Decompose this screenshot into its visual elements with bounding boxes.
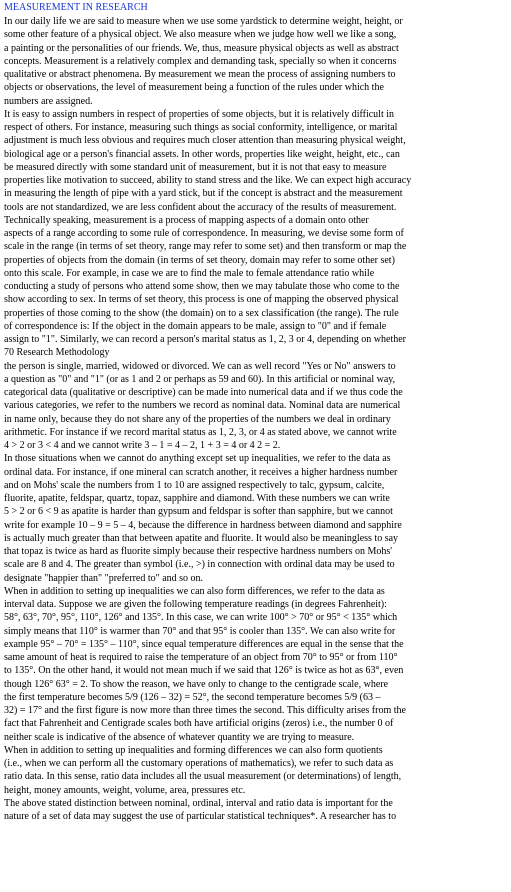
text-line: adjustment is much less obvious and requires much closer attention than measuring physical weight, xyxy=(4,135,406,147)
text-line: though 126° 63° = 2. To show the reason, we have only to change to the centigrade scale, where xyxy=(4,678,389,690)
text-line: tools are not standardized, we are less confident about the accuracy of the results of measurement. xyxy=(4,201,397,213)
text-line: Technically speaking, measurement is a process of mapping aspects of a domain onto other xyxy=(4,214,369,226)
text-line: scale are 8 and 4. The greater than symbol (i.e., >) in connection with ordinal data may be used to xyxy=(4,559,395,571)
text-line: 4 > 2 or 3 < 4 and we cannot write 3 – 1 = 4 – 2, 1 + 3 = 4 or 4 2 = 2. xyxy=(4,440,281,451)
text-line: write for example 10 – 9 = 5 – 4, because the difference in hardness between diamond and sapphire xyxy=(4,519,402,531)
text-line: It is easy to assign numbers in respect of properties of some objects, but it is relatively difficult in xyxy=(4,108,395,120)
text-line: various categories, we refer to the numbers we record as nominal data. Nominal data are numerical xyxy=(4,400,401,412)
text-line: concepts. Measurement is a relatively complex and demanding task, specially so when it concerns xyxy=(4,55,397,67)
text-line: qualitative or abstract phenomena. By measurement we mean the process of assigning numbers to xyxy=(4,69,396,80)
text-line: simply means that 110° is warmer than 70° and that 95° is cooler than 135°. We can also write for xyxy=(4,625,396,637)
text-line: When in addition to setting up inequalities we can also form differences, we refer to the data as xyxy=(4,585,385,597)
text-line: and on Mohs' scale the numbers from 1 to 10 are assigned respectively to talc, gypsum, calcite, xyxy=(4,479,385,491)
text-line: of correspondence is: If the object in the domain appears to be male, assign to "0" and if female xyxy=(4,320,387,332)
text-line: respect of others. For instance, measuring such things as social conformity, intelligence, or marital xyxy=(4,122,398,133)
text-line: properties of those coming to the show (the domain) on to a sex classification (the range). The rule xyxy=(4,307,399,319)
section-title: MEASUREMENT IN RESEARCH xyxy=(4,2,148,13)
text-line: In our daily life we are said to measure when we use some yardstick to determine weight, height, or xyxy=(4,16,403,27)
text-line: assign to "1". Similarly, we can record a person's marital status as 1, 2, 3 or 4, depending on whether xyxy=(4,334,407,345)
text-line: 70 Research Methodology xyxy=(4,347,110,359)
text-line: that topaz is twice as hard as fluorite simply because their respective hardness numbers on Mohs' xyxy=(4,546,393,557)
text-line: in measuring the length of pipe with a yard stick, but if the concept is abstract and the measurement xyxy=(4,188,403,200)
text-line: the first temperature becomes 5/9 (126 – 32) = 52°, the second temperature becomes 5/9 (63 – xyxy=(4,691,381,703)
text-line: interval data. Suppose we are given the following temperature readings (in degrees Fahrenheit): xyxy=(4,599,387,610)
text-line: ordinal data. For instance, if one mineral can scratch another, it receives a higher hardness number xyxy=(4,466,398,478)
text-line: numbers are assigned. xyxy=(4,95,93,107)
text-line: a question as "0" and "1" (or as 1 and 2 or perhaps as 59 and 60). In this artificial or nominal way, xyxy=(4,373,396,385)
text-line: conducting a study of persons who attend some show, then we may tabulate those who come to the xyxy=(4,281,400,292)
text-line: aspects of a range according to some rule of correspondence. In measuring, we devise some form of xyxy=(4,228,404,239)
text-line: the person is single, married, widowed or divorced. We can as well record "Yes or No" answers to xyxy=(4,360,396,372)
text-line: When in addition to setting up inequalities and forming differences we can also form quotients xyxy=(4,744,383,756)
text-line: a painting or the personalities of our friends. We, thus, measure physical objects as well as abstract xyxy=(4,42,399,54)
text-line: nature of a set of data may suggest the use of particular statistical techniques*. A researcher has to xyxy=(4,811,397,822)
text-line: designate "happier than" "preferred to" and so on. xyxy=(4,572,204,584)
text-line: ratio data. In this sense, ratio data includes all the usual measurement (or determinations) of length, xyxy=(4,771,402,783)
text-line: neither scale is indicative of the absence of whatever quantity we are trying to measure. xyxy=(4,731,355,743)
text-line: some other feature of a physical object. We also measure when we judge how well we like a song, xyxy=(4,29,397,41)
text-line: fluorite, apatite, feldspar, quartz, topaz, sapphire and diamond. With these numbers we can write xyxy=(4,493,390,504)
text-line: properties like motivation to succeed, ability to stand stress and the like. We can expect high accuracy xyxy=(4,175,412,186)
text-line: is actually much greater than that between apatite and fluorite. It would also be meaningless to say xyxy=(4,532,399,544)
text-line: properties of objects from the domain (in terms of set theory, domain may refer to some other set) xyxy=(4,254,395,266)
text-line: objects or observations, the level of measurement being a function of the rules under which the xyxy=(4,82,384,94)
text-line: be measured directly with some standard unit of measurement, but it is not that easy to measure xyxy=(4,161,387,173)
text-line: 5 > 2 or 6 < 9 as apatite is harder than gypsum and feldspar is softer than sapphire, but we cannot xyxy=(4,506,393,518)
text-line: (i.e., when we can perform all the customary operations of mathematics), we refer to such data as xyxy=(4,758,394,769)
text-line: In those situations when we cannot do anything except set up inequalities, we refer to the data as xyxy=(4,453,391,465)
text-line: height, money amounts, weight, volume, area, pressures etc. xyxy=(4,784,246,796)
text-line: same amount of heat is required to raise the temperature of an object from 70° to 95° or from 110° xyxy=(4,652,398,663)
text-line: The above stated distinction between nominal, ordinal, interval and ratio data is important for the xyxy=(4,797,393,809)
text-line: in name only, because they do not share any of the properties of the numbers we deal in ordinary xyxy=(4,413,391,425)
text-line: scale in the range (in terms of set theory, range may refer to some set) and then transform or map the xyxy=(4,241,407,253)
body-text xyxy=(4,15,508,823)
text-line: example 95° – 70° = 135° – 110°, since equal temperature differences are equal in the sense that the xyxy=(4,638,404,650)
text-line: arithmetic. For instance if we record marital status as 1, 2, 3, or 4 as stated above, we cannot write xyxy=(4,426,397,438)
text-line: onto this scale. For example, in case we are to find the male to female attendance ratio while xyxy=(4,267,375,279)
text-line: biological age or a person's financial assets. In other words, properties like weight, height, etc., can xyxy=(4,148,400,160)
text-line: fact that Fahrenheit and Centigrade scales both have artificial origins (zeros) i.e., the number 0 of xyxy=(4,718,394,730)
text-line: 32) = 17° and the first figure is now more than three times the second. This difficulty arises from the xyxy=(4,705,406,716)
text-line: to 135°. On the other hand, it would not mean much if we said that 126° is twice as hot as 63°, even xyxy=(4,665,404,677)
text-line: show according to sex. In terms of set theory, this process is one of mapping the observed physical xyxy=(4,294,399,306)
text-line: categorical data (qualitative or descriptive) can be made into numerical data and if we thus code the xyxy=(4,387,403,398)
text-line: 58°, 63°, 70°, 95°, 110°, 126° and 135°. In this case, we can write 100° > 70° or 95° < 135° which xyxy=(4,612,398,624)
